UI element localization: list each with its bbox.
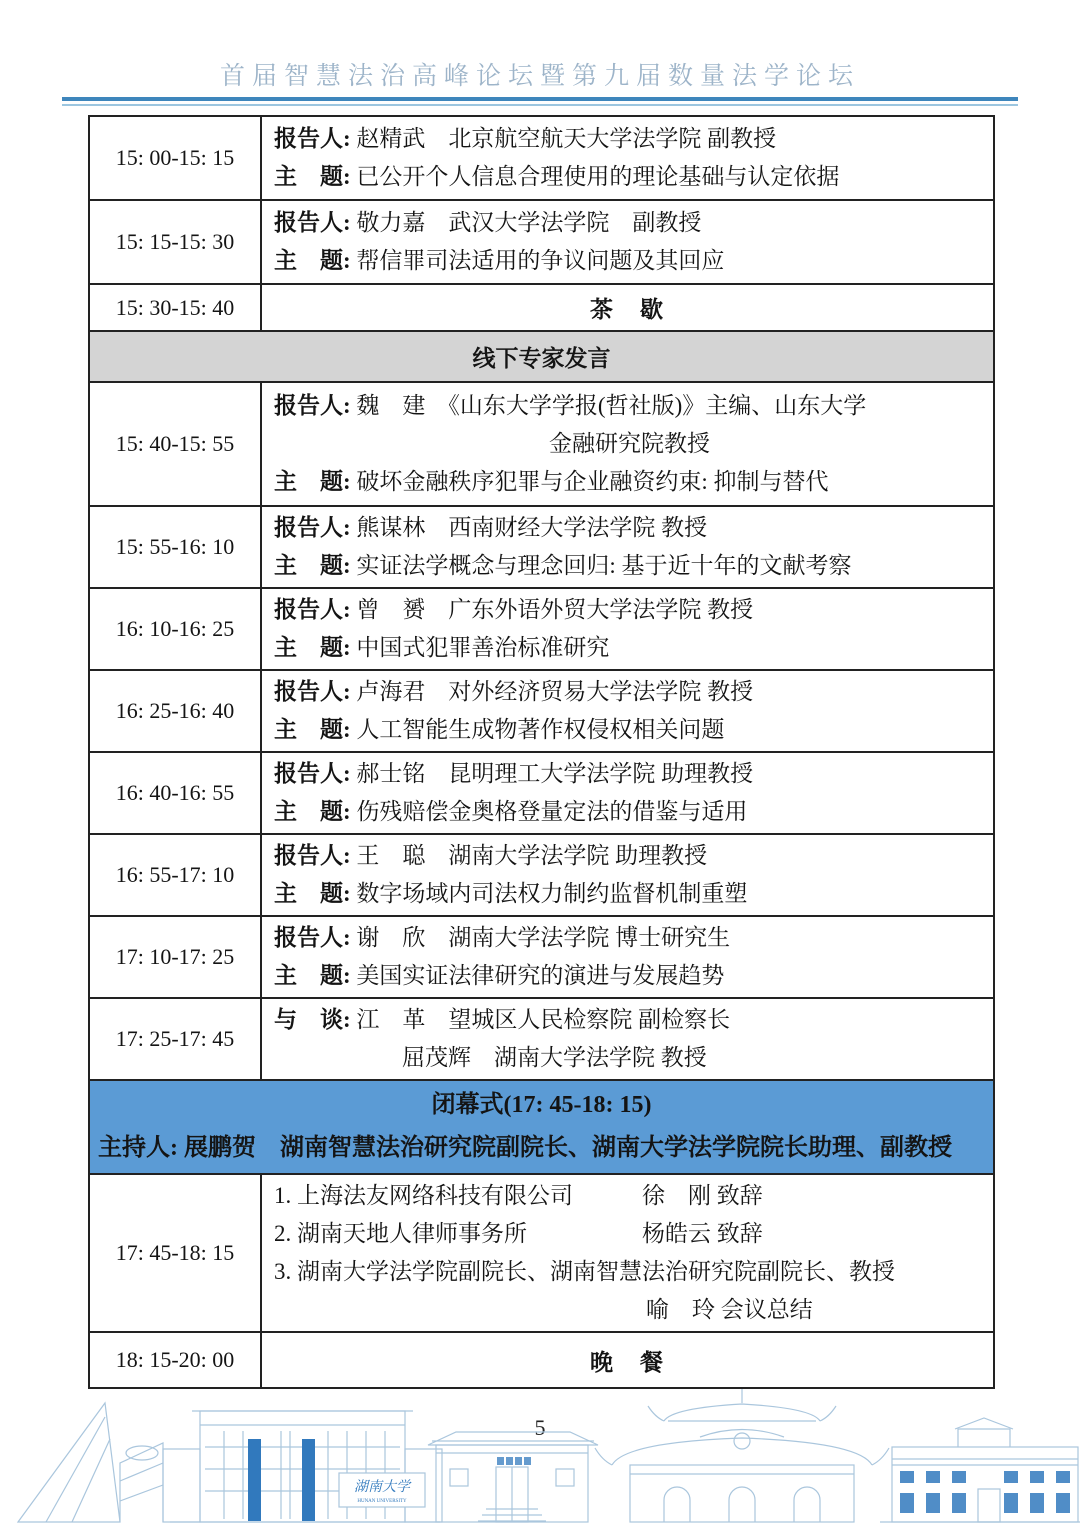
speaker-line bbox=[274, 755, 985, 793]
content-cell bbox=[262, 671, 993, 751]
time-cell: 15: 40-15: 55 bbox=[90, 383, 262, 505]
table-row bbox=[90, 117, 993, 201]
agenda-table bbox=[88, 115, 995, 1389]
page-title: 首届智慧法治高峰论坛暨第九届数量法学论坛 bbox=[219, 63, 860, 90]
time-cell: 18: 15-20: 00 bbox=[90, 1333, 262, 1387]
discuss-text: 江 革 望城区人民检察院 副检察长 bbox=[356, 1007, 731, 1032]
table-row bbox=[90, 507, 993, 589]
speaker-text: 魏 建 《山东大学学报(哲社版)》主编、山东大学 bbox=[356, 393, 867, 418]
speaker-line bbox=[274, 387, 985, 425]
table-row bbox=[90, 201, 993, 285]
discuss-line-2: 屈茂辉 湖南大学法学院 教授 bbox=[402, 1045, 707, 1070]
host-label: 主持人: bbox=[98, 1135, 184, 1161]
topic-label: 主 题: bbox=[274, 963, 357, 988]
topic-label: 主 题: bbox=[274, 248, 357, 273]
content-cell bbox=[262, 999, 993, 1079]
time-cell: 16: 10-16: 25 bbox=[90, 589, 262, 669]
table-row bbox=[90, 671, 993, 753]
speaker-text: 曾 赟 广东外语外贸大学法学院 教授 bbox=[356, 597, 754, 622]
content-cell bbox=[262, 753, 993, 833]
discuss-line bbox=[274, 1001, 985, 1039]
speaker-line bbox=[274, 509, 985, 547]
topic-line bbox=[274, 463, 985, 501]
topic-text: 破坏金融秩序犯罪与企业融资约束: 抑制与替代 bbox=[356, 469, 829, 494]
topic-line bbox=[274, 957, 985, 995]
closing-banner bbox=[90, 1081, 993, 1175]
table-row bbox=[90, 589, 993, 671]
topic-text: 美国实证法律研究的演进与发展趋势 bbox=[356, 963, 725, 988]
content-cell bbox=[262, 201, 993, 283]
topic-text: 伤残赔偿金奥格登量定法的借鉴与适用 bbox=[356, 799, 748, 824]
dinner-text: 晚 餐 bbox=[590, 1349, 665, 1375]
time-cell: 17: 10-17: 25 bbox=[90, 917, 262, 997]
discuss-label: 与 谈: bbox=[274, 1007, 357, 1032]
topic-line bbox=[274, 547, 985, 585]
speaker-line bbox=[274, 673, 985, 711]
speaker-line bbox=[274, 204, 985, 242]
page-number: 5 bbox=[534, 1415, 546, 1440]
topic-text: 中国式犯罪善治标准研究 bbox=[356, 635, 610, 660]
speaker-text: 王 聪 湖南大学法学院 助理教授 bbox=[356, 843, 708, 868]
header-rule-thick bbox=[62, 97, 1018, 101]
time-cell: 16: 25-16: 40 bbox=[90, 671, 262, 751]
speaker-label: 报告人: bbox=[274, 597, 357, 622]
time-cell: 16: 55-17: 10 bbox=[90, 835, 262, 915]
header-rule-thin bbox=[62, 104, 1018, 106]
speaker-line bbox=[274, 120, 985, 158]
tea-break-row bbox=[90, 285, 993, 332]
speaker-label: 报告人: bbox=[274, 761, 357, 786]
closing-title: 闭幕式(17: 45-18: 15) bbox=[431, 1092, 652, 1118]
topic-label: 主 题: bbox=[274, 881, 357, 906]
time-cell: 16: 40-16: 55 bbox=[90, 753, 262, 833]
content-cell bbox=[262, 835, 993, 915]
speaker-text: 熊谋林 西南财经大学法学院 教授 bbox=[356, 515, 708, 540]
content-cell bbox=[262, 117, 993, 199]
university-sign-text: 湖南大学 bbox=[354, 1480, 410, 1495]
speaker-line bbox=[274, 591, 985, 629]
content-cell bbox=[262, 383, 993, 505]
topic-line bbox=[274, 793, 985, 831]
section-banner: 线下专家发言 bbox=[90, 332, 993, 383]
topic-label: 主 题: bbox=[274, 553, 357, 578]
speaker-label: 报告人: bbox=[274, 515, 357, 540]
speaker-label: 报告人: bbox=[274, 210, 357, 235]
speaker-text: 敬力嘉 武汉大学法学院 副教授 bbox=[356, 210, 702, 235]
topic-label: 主 题: bbox=[274, 717, 357, 742]
speaker-text: 谢 欣 湖南大学法学院 博士研究生 bbox=[356, 925, 731, 950]
content-cell bbox=[262, 589, 993, 669]
content-cell bbox=[262, 507, 993, 587]
time-cell: 15: 00-15: 15 bbox=[90, 117, 262, 199]
topic-label: 主 题: bbox=[274, 799, 357, 824]
topic-text: 数字场域内司法权力制约监督机制重塑 bbox=[356, 881, 748, 906]
topic-label: 主 题: bbox=[274, 164, 357, 189]
topic-label: 主 题: bbox=[274, 469, 357, 494]
time-cell: 15: 15-15: 30 bbox=[90, 201, 262, 283]
table-row bbox=[90, 835, 993, 917]
closing-host-line bbox=[90, 1127, 993, 1169]
speaker-label: 报告人: bbox=[274, 679, 357, 704]
speaker-text: 赵精武 北京航空航天大学法学院 副教授 bbox=[356, 126, 777, 151]
speaker-line bbox=[274, 837, 985, 875]
table-row bbox=[90, 1175, 993, 1333]
closing-item-2: 2. 湖南天地人律师事务所 杨皓云 致辞 bbox=[274, 1221, 763, 1246]
time-cell: 17: 45-18: 15 bbox=[90, 1175, 262, 1331]
topic-line bbox=[274, 875, 985, 913]
topic-text: 实证法学概念与理念回归: 基于近十年的文献考察 bbox=[356, 553, 852, 578]
closing-item-3: 3. 湖南大学法学院副院长、湖南智慧法治研究院副院长、教授 bbox=[274, 1259, 895, 1284]
closing-item-4: 喻 玲 会议总结 bbox=[646, 1297, 813, 1322]
time-cell: 17: 25-17: 45 bbox=[90, 999, 262, 1079]
speaker-line-2: 金融研究院教授 bbox=[549, 431, 710, 456]
topic-line bbox=[274, 242, 985, 280]
table-row bbox=[90, 383, 993, 507]
topic-line bbox=[274, 711, 985, 749]
topic-label: 主 题: bbox=[274, 635, 357, 660]
table-row bbox=[90, 999, 993, 1081]
topic-text: 人工智能生成物著作权侵权相关问题 bbox=[356, 717, 725, 742]
speaker-label: 报告人: bbox=[274, 393, 357, 418]
university-sign-subtext: HUNAN UNIVERSITY bbox=[357, 1499, 407, 1504]
topic-line bbox=[274, 629, 985, 667]
tea-break-text: 茶 歇 bbox=[590, 297, 665, 322]
speaker-label: 报告人: bbox=[274, 925, 357, 950]
topic-text: 帮信罪司法适用的争议问题及其回应 bbox=[356, 248, 725, 273]
time-cell: 15: 30-15: 40 bbox=[90, 285, 262, 330]
university-buildings-artwork bbox=[0, 1381, 1080, 1526]
content-cell bbox=[262, 917, 993, 997]
time-cell: 15: 55-16: 10 bbox=[90, 507, 262, 587]
topic-line bbox=[274, 158, 985, 196]
speaker-label: 报告人: bbox=[274, 843, 357, 868]
topic-text: 已公开个人信息合理使用的理论基础与认定依据 bbox=[356, 164, 840, 189]
content-cell bbox=[262, 1175, 993, 1331]
table-row bbox=[90, 753, 993, 835]
speaker-text: 卢海君 对外经济贸易大学法学院 教授 bbox=[356, 679, 754, 704]
speaker-line bbox=[274, 919, 985, 957]
closing-item-1: 1. 上海法友网络科技有限公司 徐 刚 致辞 bbox=[274, 1183, 763, 1208]
speaker-label: 报告人: bbox=[274, 126, 357, 151]
host-text: 展鹏贺 湖南智慧法治研究院副院长、湖南大学法学院院长助理、副教授 bbox=[184, 1135, 952, 1161]
table-row bbox=[90, 917, 993, 999]
speaker-text: 郝士铭 昆明理工大学法学院 助理教授 bbox=[356, 761, 754, 786]
